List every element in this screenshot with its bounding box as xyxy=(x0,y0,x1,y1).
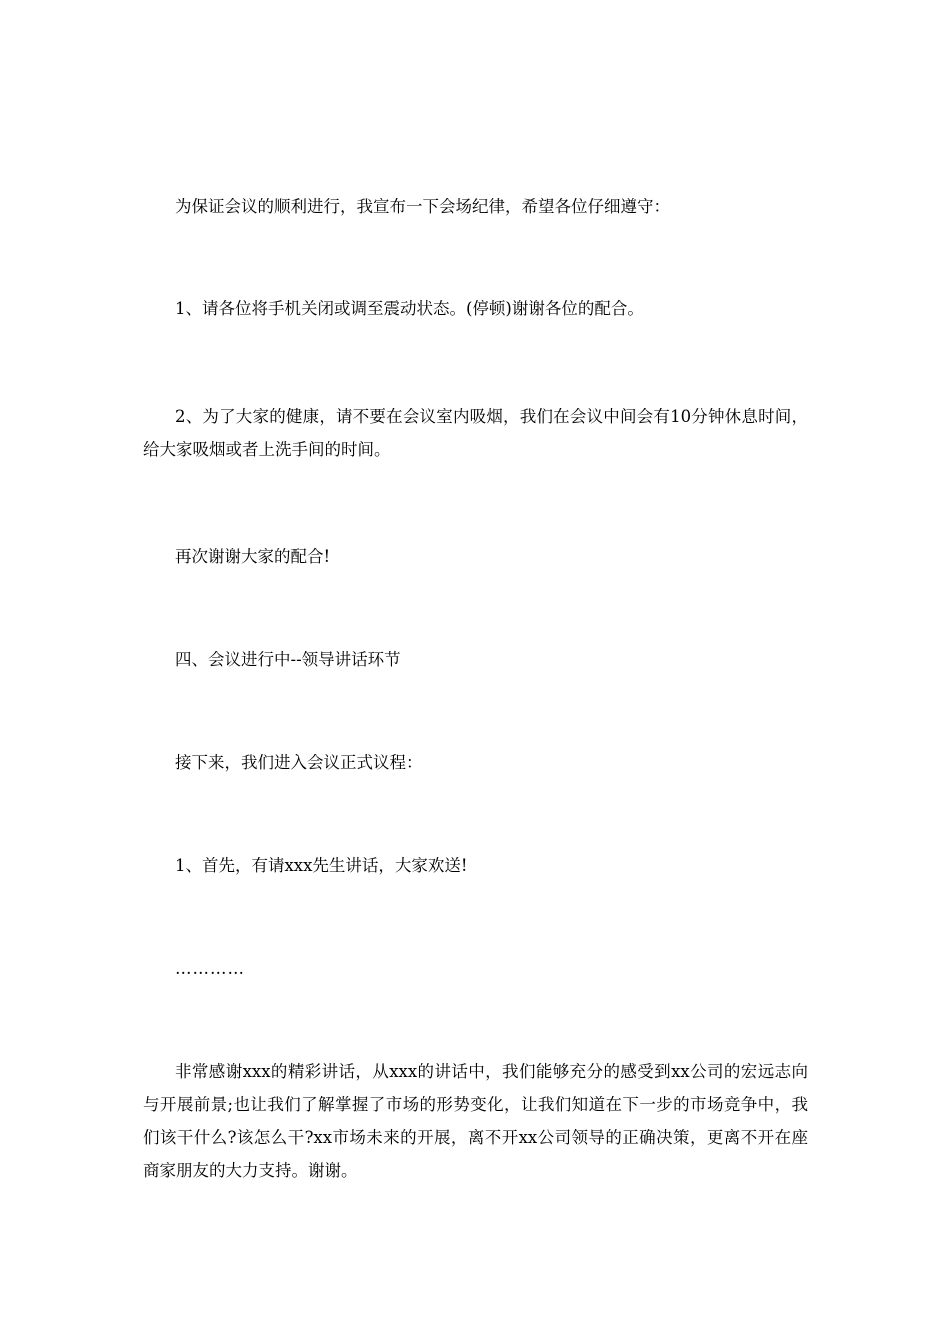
paragraph-rule-phones: 1、请各位将手机关闭或调至震动状态。(停顿)谢谢各位的配合。 xyxy=(175,299,644,318)
paragraph-official-agenda: 接下来，我们进入会议正式议程： xyxy=(175,753,423,772)
paragraph-thanks-speech: 非常感谢xxx的精彩讲话，从xxx的讲话中，我们能够充分的感受到xx公司的宏远志向与开展前景;也让我们了解掌握了市场的形势变化，让我们知道在下一步的市场竞争中，我们该干什么?该怎么干?xx市场未来的开展，离不开xx公司领导的正确决策，更离不开在座商家朋友的大力支持。谢谢。 xyxy=(143,1062,808,1180)
paragraph-rule-smoking: 2、为了大家的健康，请不要在会议室内吸烟，我们在会议中间会有10分钟休息时间，给大家吸烟或者上洗手间的时间。 xyxy=(143,407,808,459)
paragraph-thanks-again: 再次谢谢大家的配合! xyxy=(175,547,331,566)
paragraph-ellipsis: ………… xyxy=(175,959,245,978)
paragraph-meeting-rules-intro: 为保证会议的顺利进行，我宣布一下会场纪律，希望各位仔细遵守： xyxy=(175,197,670,216)
paragraph-first-speaker: 1、首先，有请xxx先生讲话，大家欢送! xyxy=(175,856,468,875)
section-heading-leader-speech: 四、会议进行中--领导讲话环节 xyxy=(175,650,401,669)
